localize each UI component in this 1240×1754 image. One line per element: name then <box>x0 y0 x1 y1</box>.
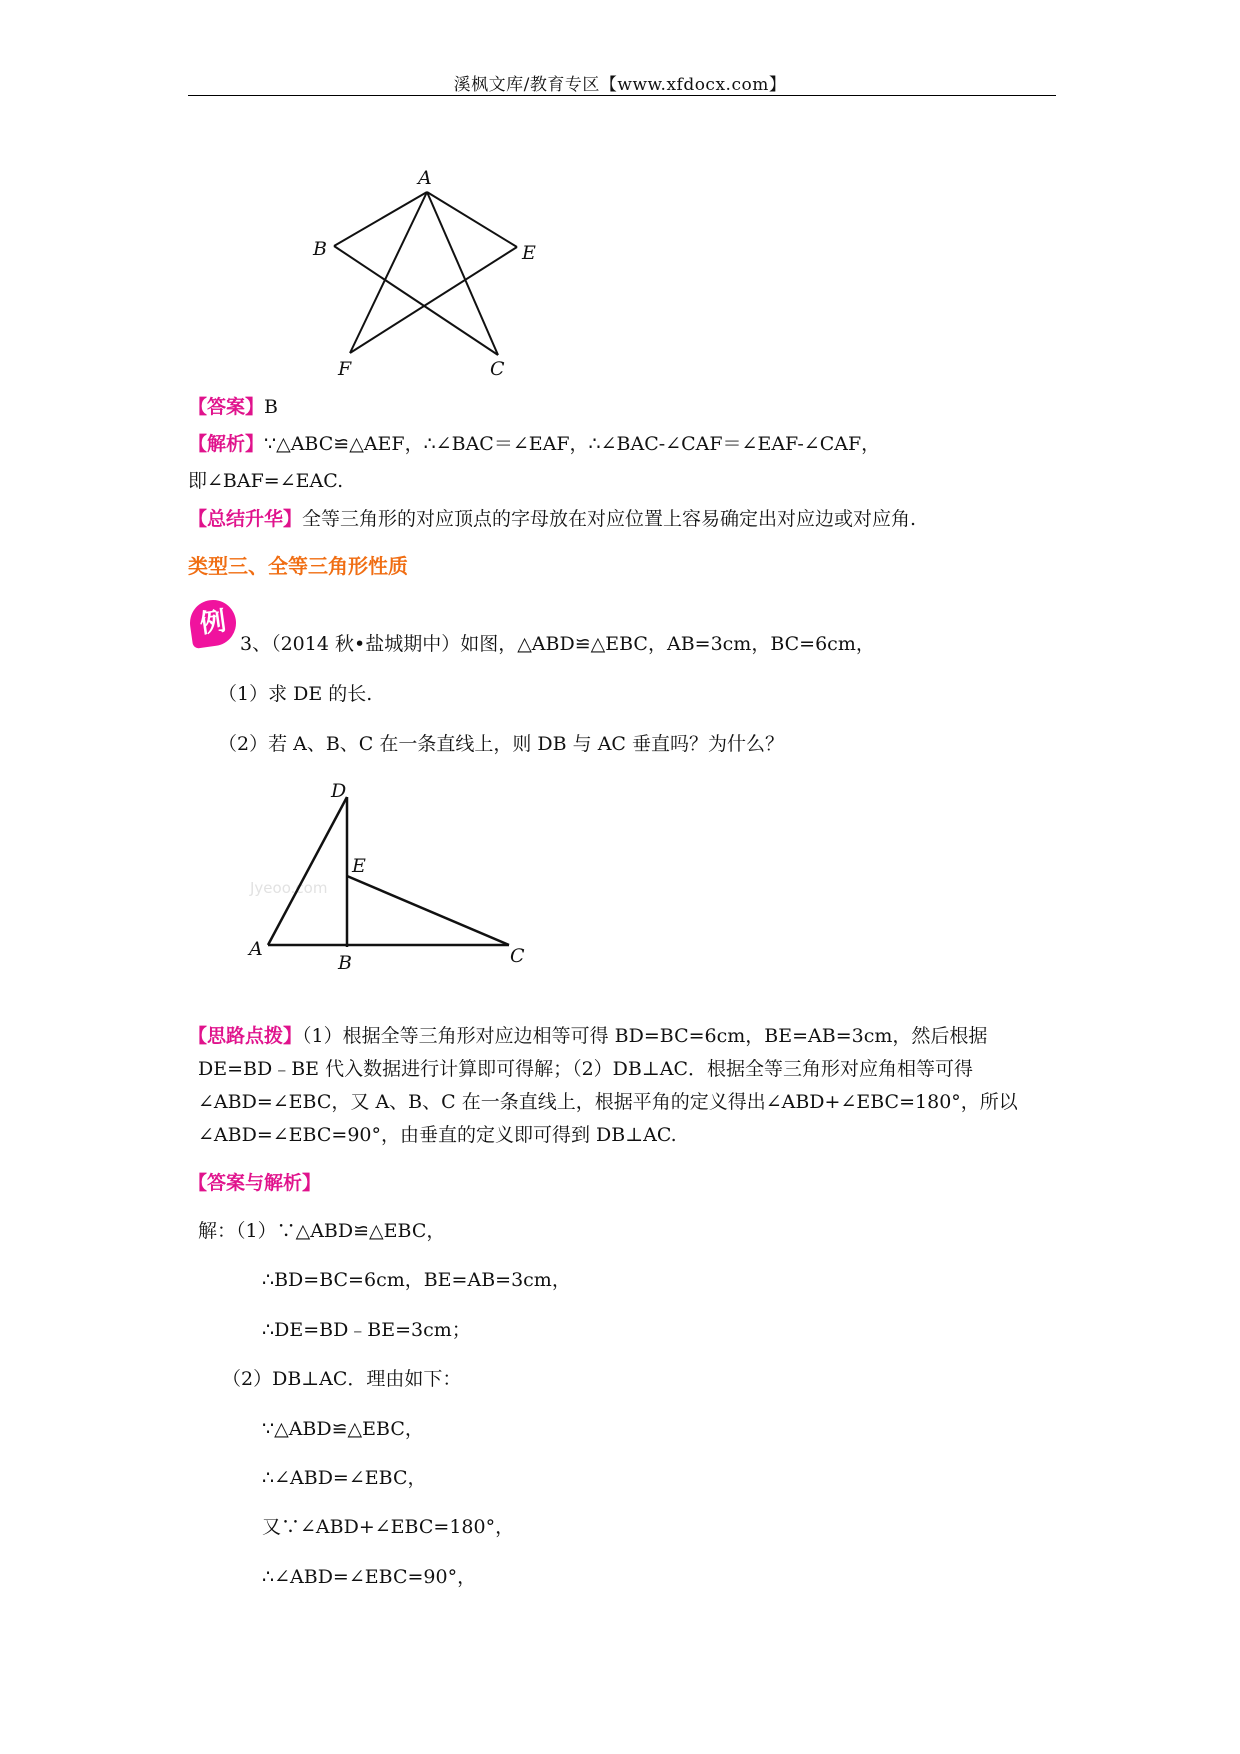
label-b: B <box>338 952 352 974</box>
label-d: D <box>331 780 347 802</box>
hint-line-1 <box>188 1024 987 1048</box>
solution-line-3: ∴DE=BD﹣BE=3cm； <box>262 1319 471 1341</box>
label-e: E <box>352 855 366 877</box>
solution-line-5: ∵△ABD≌△EBC， <box>262 1418 424 1440</box>
example-question: 3、（2014 秋•盐城期中）如图，△ABD≌△EBC，AB=3cm，BC=6cm， <box>240 633 875 655</box>
summary-text: 全等三角形的对应顶点的字母放在对应位置上容易确定出对应边或对应角. <box>302 508 917 530</box>
hint-line-2: DE=BD﹣BE 代入数据进行计算即可得解；（2）DB⊥AC．根据全等三角形对应角相等可得 <box>198 1058 974 1080</box>
analysis-line-2: 即∠BAF=∠EAC. <box>188 470 344 492</box>
type3-heading: 类型三、全等三角形性质 <box>188 554 408 578</box>
label-e: E <box>522 242 536 264</box>
hint-line-3: ∠ABD=∠EBC，又 A、B、C 在一条直线上，根据平角的定义得出∠ABD+∠EBC=180°，所以 <box>198 1091 1018 1113</box>
solution-line-8: ∴∠ABD=∠EBC=90°， <box>262 1566 477 1588</box>
segment-ec <box>347 876 509 945</box>
answer-text: B <box>264 396 278 418</box>
answer-tag: 【答案】 <box>188 396 265 418</box>
page-header: 溪枫文库/教育专区【www.xfdocx.com】 <box>453 75 787 95</box>
example-badge: 例 <box>187 597 239 649</box>
example-part-2: （2）若 A、B、C 在一条直线上，则 DB 与 AC 垂直吗？为什么？ <box>218 733 785 755</box>
hint-tag: 【思路点拨】 <box>188 1025 303 1047</box>
example-part-1: （1）求 DE 的长. <box>218 683 373 705</box>
analysis-text: ∵△ABC≌△AEF，∴∠BAC＝∠EAF，∴∠BAC-∠CAF＝∠EAF-∠CAF， <box>264 433 881 455</box>
label-b: B <box>313 238 327 260</box>
figure-watermark: Jyeoo.com <box>250 879 328 897</box>
label-c: C <box>490 358 505 380</box>
summary-tag: 【总结升华】 <box>188 508 303 530</box>
solution-line-6: ∴∠ABD=∠EBC， <box>262 1467 427 1489</box>
analysis-tag: 【解析】 <box>188 433 265 455</box>
label-a: A <box>418 167 432 189</box>
solution-line-2: ∴BD=BC=6cm，BE=AB=3cm， <box>262 1269 571 1291</box>
segment-ad <box>268 797 347 945</box>
hint-text-1: （1）根据全等三角形对应边相等可得 BD=BC=6cm，BE=AB=3cm，然后根据 <box>302 1025 988 1047</box>
solution-tag: 【答案与解析】 <box>188 1172 322 1194</box>
solution-line-7: 又∵∠ABD+∠EBC=180°， <box>262 1516 515 1538</box>
solution-line-1: 解：（1）∵△ABD≌△EBC， <box>198 1220 446 1242</box>
label-f: F <box>338 358 352 380</box>
label-c: C <box>510 945 525 967</box>
label-a: A <box>249 938 263 960</box>
solution-line-4: （2）DB⊥AC．理由如下： <box>222 1368 462 1390</box>
hint-line-4: ∠ABD=∠EBC=90°，由垂直的定义即可得到 DB⊥AC. <box>198 1124 677 1146</box>
